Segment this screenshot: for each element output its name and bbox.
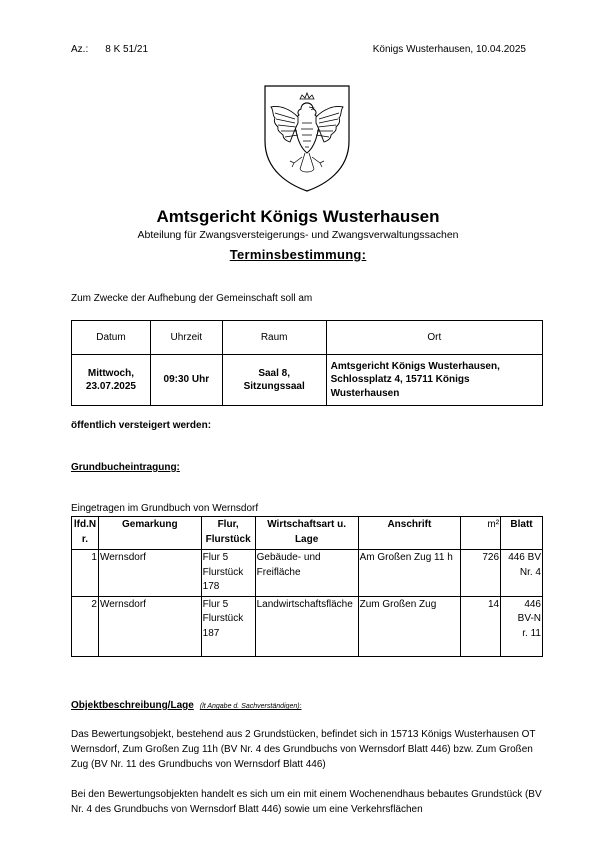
blatt-line: Nr. 4 [519, 566, 541, 578]
cell-blatt [501, 550, 543, 597]
flur-line: 187 [202, 627, 220, 639]
flur-line: Flurstück [202, 613, 244, 624]
cell-ort [326, 355, 542, 406]
az-value: 8 K 51/21 [105, 44, 149, 55]
grundbuch-heading: Grundbucheintragung: [71, 462, 180, 473]
ort-line: Wusterhausen [330, 387, 400, 399]
blatt-line: r. 11 [522, 627, 541, 639]
header-wirtschaftsart [255, 517, 358, 550]
cell-qm: 14 [461, 596, 501, 656]
table-row [72, 596, 543, 656]
table-row [72, 550, 543, 597]
cell-lfd: 2 [72, 596, 99, 656]
document-title: Terminsbestimmung: [229, 247, 367, 262]
raum-name: Sitzungssaal [243, 381, 305, 392]
objekt-heading-title: Objektbeschreibung/Lage [71, 700, 194, 711]
flur-line: Flurstück [202, 566, 244, 578]
datum-weekday: Mittwoch, [87, 367, 134, 379]
cell-datum [72, 355, 151, 406]
cell-gemarkung: Wernsdorf [98, 550, 201, 597]
cell-qm: 726 [461, 550, 501, 597]
header-uhrzeit: Uhrzeit [150, 321, 222, 355]
termin-table [71, 320, 543, 406]
cell-wirtschaftsart [255, 550, 358, 597]
objekt-heading-note: (lt Angabe d. Sachverständigen): [199, 703, 302, 710]
cell-anschrift: Am Großen Zug 11 h [358, 550, 461, 597]
termin-table-header [72, 321, 543, 355]
cell-lfd: 1 [72, 550, 99, 597]
datum-date: 23.07.2025 [85, 381, 136, 392]
wirtschaft-line: Gebäude- und [256, 552, 321, 563]
flur-line: Flur 5 [202, 552, 229, 563]
grundbuch-table [71, 516, 543, 657]
place-date: Königs Wusterhausen, 10.04.2025 [372, 44, 526, 55]
header-ort: Ort [326, 321, 542, 355]
header-flur [201, 517, 255, 550]
versteigert-text: öffentlich versteigert werden: [71, 420, 212, 431]
grundbuch-intro: Eingetragen im Grundbuch von Wernsdorf [71, 503, 259, 514]
objekt-paragraph-1: Das Bewertungsobjekt, bestehend aus 2 Grundstücken, befindet sich in 15713 Königs Wusterhausen OT Wernsdorf, Zum Großen Zug 11h (BV Nr. 4 des Grundbuchs von Wernsdorf Blatt 446) bzw. Zum Großen Zug (BV Nr. 11 des Grundbuchs von Wernsdorf Blatt 446) [71, 729, 536, 770]
header-lfd-line: r. [81, 533, 89, 545]
ort-line: Amtsgericht Königs Wusterhausen, [330, 360, 500, 372]
grundbuch-table-header [72, 517, 543, 550]
header-lfd-line: lfd.N [73, 519, 97, 530]
cell-flur [201, 596, 255, 656]
cell-wirtschaftsart: Landwirtschaftsfläche [255, 596, 358, 656]
cell-gemarkung: Wernsdorf [98, 596, 201, 656]
header-flur-line: Flurstück [205, 533, 251, 545]
header-qm: m² [461, 517, 501, 550]
az-label: Az.: [71, 44, 89, 55]
court-name: Amtsgericht Königs Wusterhausen [156, 207, 440, 226]
header-blatt: Blatt [501, 517, 543, 550]
blatt-line: 446 BV [508, 552, 541, 563]
raum-saal: Saal 8, [258, 367, 291, 379]
ort-line: Schlossplatz 4, 15711 Königs [330, 374, 470, 386]
header-wirtschaft-line: Lage [294, 533, 319, 545]
cell-raum [222, 355, 326, 406]
header-anschrift: Anschrift [358, 517, 461, 550]
cell-flur [201, 550, 255, 597]
intro-text: Zum Zwecke der Aufhebung der Gemeinschaft soll am [71, 293, 313, 304]
header-gemarkung: Gemarkung [98, 517, 201, 550]
court-department: Abteilung für Zwangsversteigerungs- und Zwangsverwaltungssachen [137, 229, 459, 241]
cell-blatt [501, 596, 543, 656]
coat-of-arms-eagle-icon [262, 83, 352, 193]
header-lfd [72, 517, 99, 550]
termin-table-row [72, 355, 543, 406]
header-wirtschaft-line: Wirtschaftsart u. [267, 519, 347, 530]
blatt-line: BV-N [517, 613, 541, 624]
header-raum: Raum [222, 321, 326, 355]
header-flur-line: Flur, [217, 519, 239, 530]
wirtschaft-line: Freifläche [256, 566, 301, 578]
cell-anschrift: Zum Großen Zug [358, 596, 461, 656]
header-datum: Datum [72, 321, 151, 355]
objekt-paragraph-2: Bei den Bewertungsobjekten handelt es sich um ein mit einem Wochenendhaus bebautes Grundstück (BV Nr. 4 des Grundbuchs von Wernsdorf Blatt 446) sowie um eine Verkehrsflächen [71, 789, 542, 815]
blatt-line: 446 [524, 598, 541, 610]
aktenzeichen [71, 44, 148, 55]
flur-line: 178 [202, 581, 220, 592]
flur-line: Flur 5 [202, 598, 229, 610]
cell-uhrzeit: 09:30 Uhr [150, 355, 222, 406]
objekt-heading [71, 700, 302, 711]
